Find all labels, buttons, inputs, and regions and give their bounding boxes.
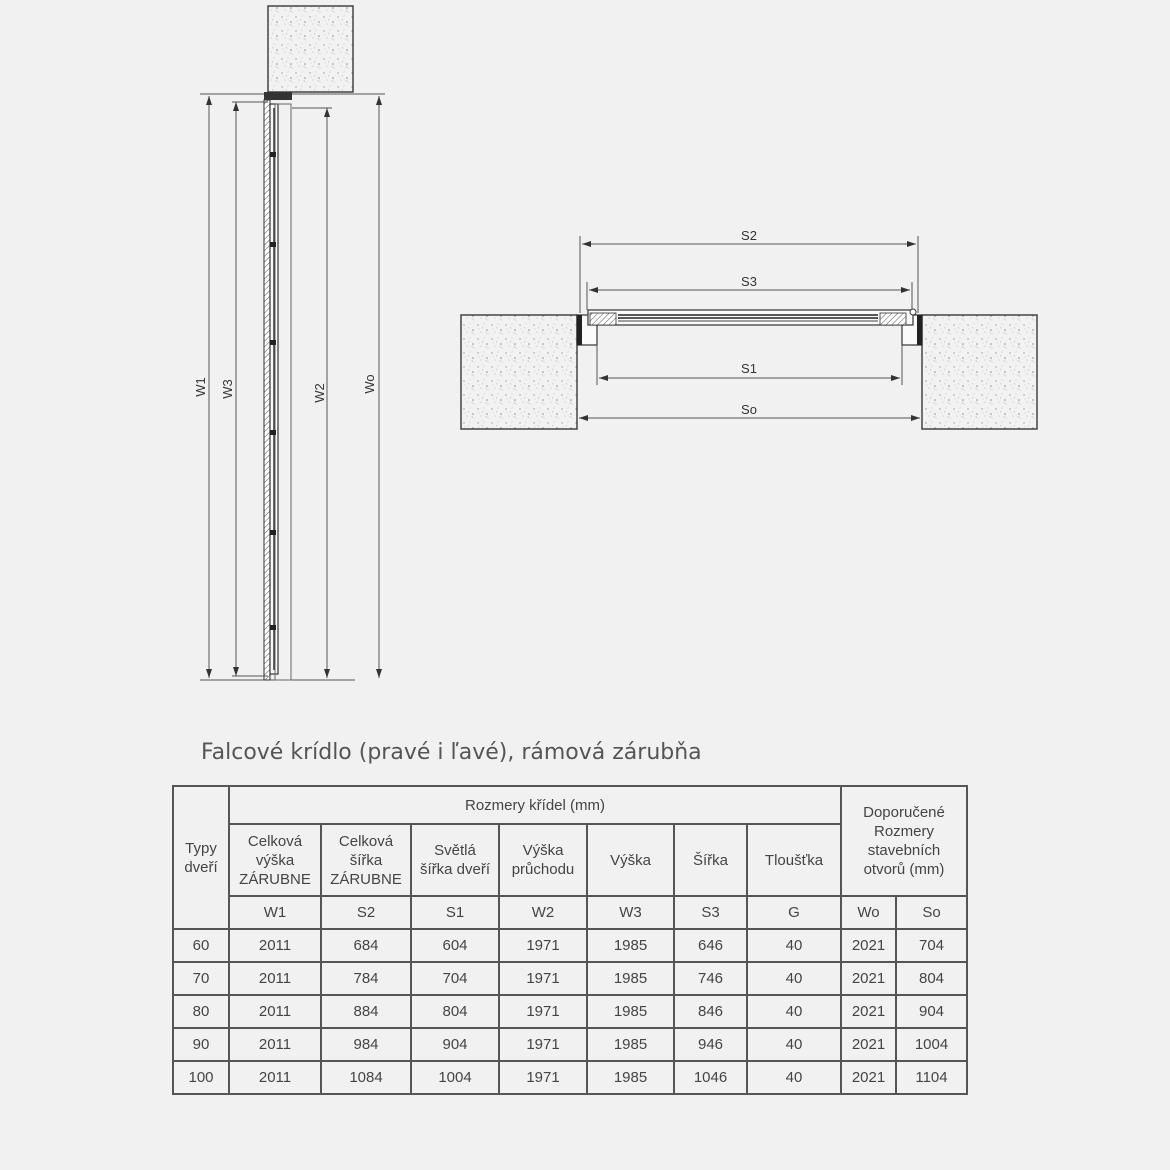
table-cell: 846: [674, 995, 747, 1028]
header-leaf-dimensions: Rozmery křídel (mm): [229, 786, 841, 824]
header-code: W3: [587, 896, 674, 929]
header-name: Celková výška ZÁRUBNE: [229, 824, 321, 896]
horizontal-section: [461, 228, 1037, 429]
table-cell: 2021: [841, 1061, 896, 1094]
table-cell: 2011: [229, 1028, 321, 1061]
header-row-codes: [173, 896, 967, 929]
table-cell: 884: [321, 995, 411, 1028]
dim-so: [579, 402, 920, 421]
header-recommended-openings: Doporučené Rozmery stavebních otvorů (mm): [841, 786, 967, 896]
table-cell: 704: [896, 929, 967, 962]
label-w1: W1: [193, 377, 208, 397]
table-cell: 646: [674, 929, 747, 962]
table-cell: 60: [173, 929, 229, 962]
header-name: Tloušťka: [747, 824, 841, 896]
header-code: So: [896, 896, 967, 929]
header-code: Wo: [841, 896, 896, 929]
frame-head: [264, 92, 292, 100]
table-cell: 80: [173, 995, 229, 1028]
header-row-group: [173, 786, 967, 824]
wall-right: [922, 315, 1037, 429]
table-cell: 40: [747, 929, 841, 962]
dim-s3: [587, 274, 912, 310]
table-cell: 2011: [229, 929, 321, 962]
table-cell: 1004: [896, 1028, 967, 1061]
header-name: Výška průchodu: [499, 824, 587, 896]
table-cell: 1104: [896, 1061, 967, 1094]
label-wo: Wo: [362, 374, 377, 394]
table-cell: 1971: [499, 995, 587, 1028]
table-cell: 2011: [229, 1061, 321, 1094]
table-cell: 784: [321, 962, 411, 995]
table-cell: 1971: [499, 1061, 587, 1094]
table-row: [173, 1061, 967, 1094]
table-cell: 1985: [587, 962, 674, 995]
dim-w3: [220, 102, 268, 676]
table-cell: 1971: [499, 929, 587, 962]
table-cell: 1985: [587, 1028, 674, 1061]
table-cell: 1985: [587, 1061, 674, 1094]
label-w2: W2: [312, 383, 327, 403]
dim-w1: [193, 96, 212, 678]
table-cell: 604: [411, 929, 499, 962]
table-cell: 946: [674, 1028, 747, 1061]
header-code: S1: [411, 896, 499, 929]
label-so: So: [741, 402, 757, 417]
table-cell: 1985: [587, 995, 674, 1028]
dim-wo: [362, 96, 382, 678]
header-name: Šířka: [674, 824, 747, 896]
vertical-section: [193, 6, 385, 680]
table-row: [173, 929, 967, 962]
header-code: S3: [674, 896, 747, 929]
table-cell: 2021: [841, 929, 896, 962]
table-cell: 40: [747, 1028, 841, 1061]
label-s1: S1: [741, 361, 757, 376]
table-cell: 1084: [321, 1061, 411, 1094]
table-cell: 804: [411, 995, 499, 1028]
frame-jamb-profile: [264, 100, 270, 680]
table-cell: 2021: [841, 962, 896, 995]
table-cell: 40: [747, 962, 841, 995]
table-cell: 1971: [499, 1028, 587, 1061]
table-cell: 704: [411, 962, 499, 995]
wall-left: [461, 315, 577, 429]
table-cell: 904: [411, 1028, 499, 1061]
table-cell: 984: [321, 1028, 411, 1061]
table-title: Falcové krídlo (pravé i ľavé), rámová zárubňa: [201, 740, 702, 765]
table-row: [173, 962, 967, 995]
header-name: Celková šířka ZÁRUBNE: [321, 824, 411, 896]
table-cell: 2021: [841, 995, 896, 1028]
header-code: W2: [499, 896, 587, 929]
header-name: Výška: [587, 824, 674, 896]
table-cell: 904: [896, 995, 967, 1028]
table-cell: 804: [896, 962, 967, 995]
dim-s2: [580, 228, 918, 313]
table-cell: 40: [747, 995, 841, 1028]
table-cell: 2021: [841, 1028, 896, 1061]
label-s2: S2: [741, 228, 757, 243]
header-door-type: Typy dveří: [173, 786, 229, 929]
header-code: G: [747, 896, 841, 929]
table-cell: 40: [747, 1061, 841, 1094]
table-row: [173, 1028, 967, 1061]
table-cell: 746: [674, 962, 747, 995]
table-cell: 90: [173, 1028, 229, 1061]
table-cell: 2011: [229, 995, 321, 1028]
header-name: Světlá šířka dveří: [411, 824, 499, 896]
table-cell: 1004: [411, 1061, 499, 1094]
table-cell: 684: [321, 929, 411, 962]
table-cell: 70: [173, 962, 229, 995]
table-row: [173, 995, 967, 1028]
table-cell: 1985: [587, 929, 674, 962]
label-w3: W3: [220, 379, 235, 399]
dimensions-table: [172, 785, 968, 1095]
dim-s1: [597, 345, 902, 385]
dim-w2: [292, 108, 332, 678]
table-cell: 2011: [229, 962, 321, 995]
table-cell: 100: [173, 1061, 229, 1094]
wall-lintel: [268, 6, 353, 92]
header-code: W1: [229, 896, 321, 929]
table-cell: 1971: [499, 962, 587, 995]
label-s3: S3: [741, 274, 757, 289]
table-cell: 1046: [674, 1061, 747, 1094]
header-code: S2: [321, 896, 411, 929]
